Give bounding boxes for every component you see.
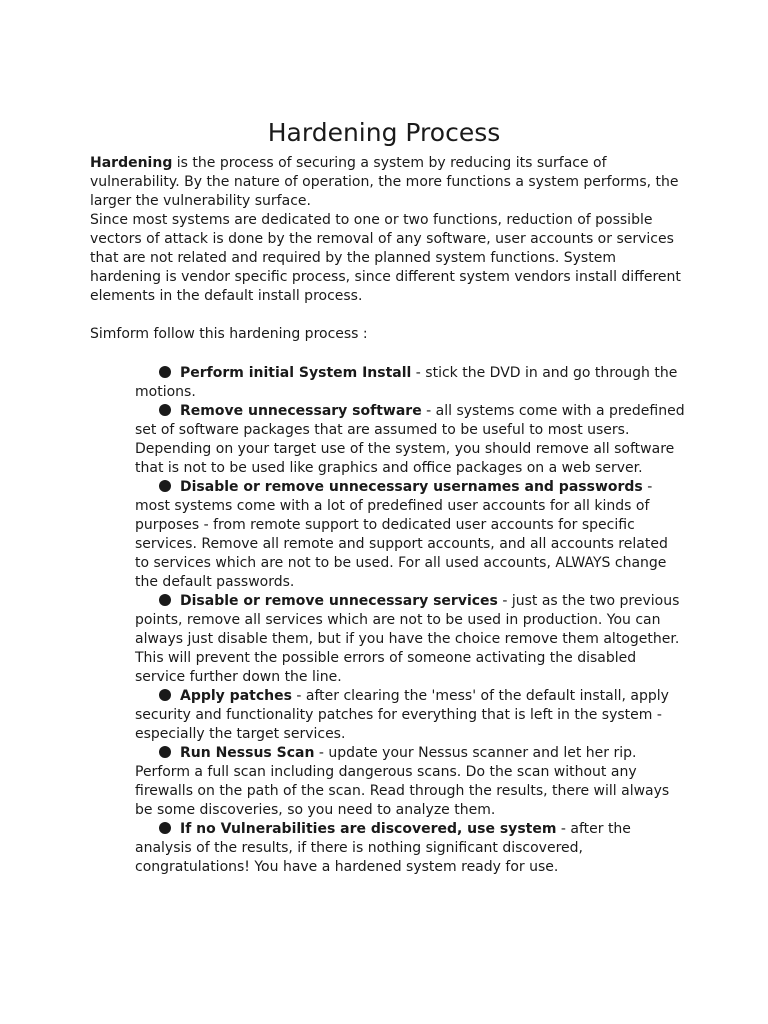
intro-term: Hardening bbox=[90, 155, 173, 171]
step-heading: Run Nessus Scan bbox=[180, 745, 315, 761]
process-lead-text: Simform follow this hardening process : bbox=[90, 326, 368, 342]
step-heading: Disable or remove unnecessary services bbox=[180, 593, 498, 609]
step-heading: Remove unnecessary software bbox=[180, 403, 422, 419]
step-text: - after clearing the 'mess' of the default install, apply security and functionality patches for everything that is left in the system - especially the target services. bbox=[135, 688, 669, 742]
bullet-icon bbox=[159, 404, 171, 416]
step-text: - just as the two previous points, remove all services which are not to be used in production. You can always just disable them, but if you have the choice remove them altogether. This will prevent the possible errors of someone activating the disabled service further down the line. bbox=[135, 593, 680, 685]
list-item bbox=[135, 820, 685, 877]
bullet-icon bbox=[159, 689, 171, 701]
intro-paragraph bbox=[90, 154, 690, 211]
step-text: - most systems come with a lot of predefined user accounts for all kinds of purposes - from remote support to dedicated user accounts for specific services. Remove all remote and support accounts, and all accounts related to services which are not to be used. For all used accounts, ALWAYS change the default passwords. bbox=[135, 479, 668, 590]
intro-text: is the process of securing a system by reducing its surface of vulnerability. By the nature of operation, the more functions a system performs, the larger the vulnerability surface. bbox=[90, 155, 679, 209]
step-heading: If no Vulnerabilities are discovered, use system bbox=[180, 821, 557, 837]
list-item bbox=[135, 744, 685, 820]
list-item bbox=[135, 402, 685, 478]
step-text: - all systems come with a predefined set of software packages that are assumed to be useful to most users. Depending on your target use of the system, you should remove all software that is not to be used like graphics and office packages on a web server. bbox=[135, 403, 685, 476]
list-item bbox=[135, 687, 685, 744]
page-title: Hardening Process bbox=[267, 118, 501, 147]
bullet-icon bbox=[159, 480, 171, 492]
step-text: - after the analysis of the results, if there is nothing significant discovered, congratulations! You have a hardened system ready for use. bbox=[135, 821, 631, 875]
bullet-icon bbox=[159, 366, 171, 378]
bullet-icon bbox=[159, 746, 171, 758]
step-heading: Apply patches bbox=[180, 688, 292, 704]
bullet-icon bbox=[159, 594, 171, 606]
bullet-icon bbox=[159, 822, 171, 834]
list-item bbox=[135, 592, 685, 687]
step-text: - update your Nessus scanner and let her rip. Perform a full scan including dangerous scans. Do the scan without any firewalls on the path of the scan. Read through the results, there will always be some discoveries, so you need to analyze them. bbox=[135, 745, 670, 818]
step-text: - stick the DVD in and go through the motions. bbox=[135, 365, 678, 400]
scope-paragraph: Since most systems are dedicated to one or two functions, reduction of possible vectors of attack is done by the removal of any software, user accounts or services that are not related and required by the planned system functions. System hardening is vendor specific process, since different system vendors install different elements in the default install process. bbox=[90, 212, 681, 304]
step-heading: Perform initial System Install bbox=[180, 365, 412, 381]
hardening-steps-list bbox=[135, 364, 685, 877]
list-item bbox=[135, 478, 685, 592]
step-heading: Disable or remove unnecessary usernames and passwords bbox=[180, 479, 643, 495]
list-item bbox=[135, 364, 685, 402]
